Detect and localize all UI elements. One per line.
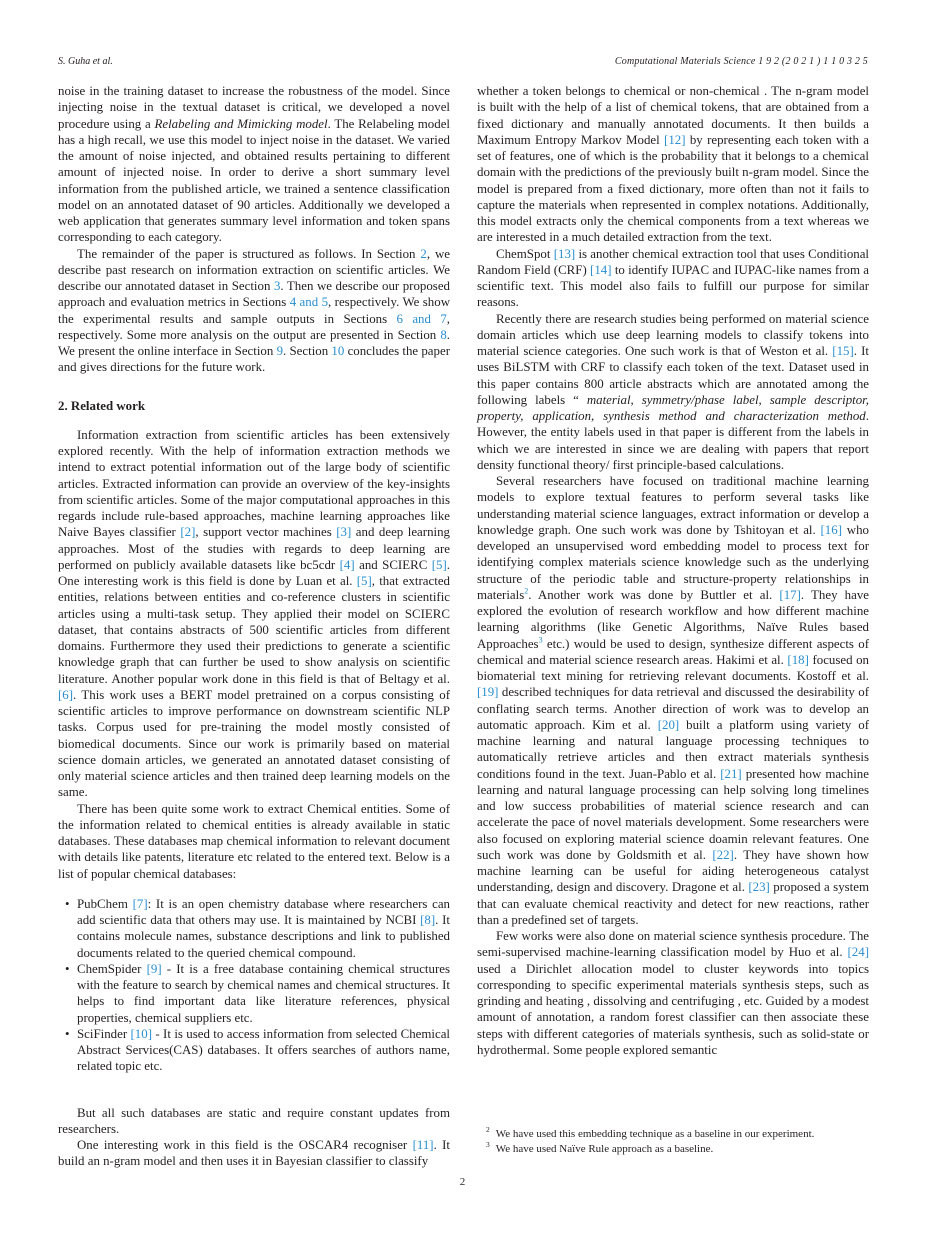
citation-link[interactable]: 9 — [276, 344, 284, 358]
page-number: 2 — [459, 1176, 466, 1188]
citation-link[interactable]: [12] — [664, 132, 686, 147]
text-run: Several researchers have focused on traditional machine learning models to explore textual features to perform several tasks like understanding material science languages, extract information or develop a knowledge graph. One such work was done by Tshitoyan et al. — [477, 474, 869, 537]
footnote-text: We have used this embedding technique as a baseline in our experiment. — [495, 1128, 815, 1140]
text-run: Information extraction from scientific articles has been extensively explored recently. With the help of information extraction methods we intend to extract potential information out of the large body of scientific articles. Extracted information can provide an overview of the key-insights from scientific articles. Some of the major computational approaches in this regards include rule-based approaches, machine learning approaches like Naive Bayes classifier — [58, 427, 450, 540]
text-run: focused on biomaterial text mining for retrieving relevant documents. Kostoff et al. — [477, 652, 869, 683]
text-run: noise in the training dataset to increase the robustness of the model. Since injecting noise in the textual dataset is critical, we developed a novel procedure using a — [58, 84, 450, 131]
paragraph — [58, 1137, 450, 1170]
citation-link[interactable]: [10] — [130, 1026, 152, 1041]
text-run: The remainder of the paper is structured as follows. In Section — [77, 246, 421, 261]
citation-link[interactable]: [16] — [820, 522, 842, 537]
footnote-ref[interactable]: 3 — [538, 635, 543, 645]
list-item — [77, 1026, 450, 1075]
text-run: But all such databases are static and require constant updates from researchers. — [58, 1105, 450, 1136]
citation-link[interactable]: 4 and 5 — [289, 295, 329, 310]
citation-link[interactable]: [21] — [720, 766, 742, 781]
citation-link[interactable]: [24] — [847, 945, 869, 960]
citation-link[interactable]: [11] — [412, 1138, 434, 1152]
footnote-ref[interactable]: 2 — [524, 586, 529, 596]
text-run: . It build an n-gram model and then uses it in Bayesian classifier to classify — [58, 1138, 451, 1169]
citation-link[interactable]: [23] — [748, 880, 770, 895]
text-run: . However, the entity labels used in that paper is different from the labels in which we are interested in since we are dealing with papers that report density functional theory/ first principle-based calculations. — [477, 409, 869, 472]
text-run: . The Relabeling model has a high recall, we use this model to inject noise in the dataset. We varied the amount of noise injected, and obtained results pertaining to different amount of injected noise. In order to derive a short summary level information from the published article, we trained a sentence classification model on an annotated dataset of 90 articles. Additionally we developed a web application that generates summary level information and token spans corresponding to each category. — [58, 116, 451, 245]
footnote-mark: 2 — [486, 1125, 490, 1135]
citation-link[interactable]: [5] — [356, 574, 372, 588]
text-run: and SCIERC — [354, 557, 432, 572]
italic-text: material, symmetry/phase label, sample descriptor, property, application, synthesis method and characterization method — [477, 392, 869, 423]
citation-link[interactable]: 10 — [331, 344, 345, 358]
right-column — [477, 83, 869, 1058]
text-run: ChemSpot — [496, 246, 554, 261]
text-run: One interesting work in this field is the OSCAR4 recogniser — [77, 1138, 413, 1152]
paragraph — [477, 311, 869, 474]
footnote-mark: 3 — [486, 1140, 490, 1150]
text-run: , respectively. We show the experimental results and sample outputs in Sections — [58, 295, 451, 326]
citation-link[interactable]: [14] — [590, 262, 612, 277]
text-run: presented how machine learning and natural language processing can help solving long timelines and low success probabilities of material science research and can accelerate the pace of novel materials development. Some researchers were also focused on exploring material science doamin relevant features. One such work was done by Goldsmith et al. — [477, 766, 869, 862]
text-run: used a Dirichlet allocation model to cluster keywords into topics corresponding to specific experimental materials synthesis steps, such as grinding and heating , dissolving and centrifuging , etc. Guided by a modest amount of annotation, a random forest classifier can then associate these steps with different categories of materials synthesis, such as solid-state or hydrothermal. Some people explored semantic — [477, 961, 870, 1057]
paragraph — [58, 246, 450, 376]
text-run: - It is a free database containing chemical structures with the feature to search by chemical names and chemical structures. It helps to find important data like literature references, physical properties, chemical suppliers etc. — [77, 961, 450, 1025]
citation-link[interactable]: [4] — [339, 557, 355, 572]
citation-link[interactable]: [13] — [553, 246, 576, 261]
text-run: , that extracted entities, relations between entities and co-reference clusters in scientific articles using a multi-task setup. They applied their model on SCIERC dataset, that contains abstracts of 500 scientific articles from different domains. Furthermore they used their predictions to generate a scientific knowledge graph that can further be used to show analysis on scientific literature. Another popular work done in this field is that of Beltagy et al. — [58, 574, 450, 686]
citation-link[interactable]: [18] — [787, 652, 809, 667]
database-list — [58, 896, 450, 1075]
text-run: etc.) would be used to design, synthesize different aspects of chemical and material science research areas. Hakimi et al. — [477, 636, 869, 667]
text-run: SciFinder — [77, 1026, 131, 1041]
citation-link[interactable]: [9] — [146, 961, 162, 976]
citation-link[interactable]: [5] — [431, 557, 447, 572]
text-run: is another chemical extraction tool that uses Conditional Random Field (CRF) — [477, 246, 870, 277]
text-run: described techniques for data retrieval and discussed the desirability of conflating search terms. Another direction of work was to develop an automatic approach. Kim et al. — [477, 685, 869, 732]
text-run: . Another work was done by Buttler et al. — [528, 587, 780, 602]
citation-link[interactable]: [3] — [336, 525, 352, 540]
text-run: whether a token belongs to chemical or non-chemical . The n-gram model is built with the help of a list of chemical tokens, that are obtained from a fixed dictionary and manually annotated documents. It then builds a Maximum Entropy Markov Model — [477, 84, 869, 147]
text-run: There has been quite some work to extract Chemical entities. Some of the information related to chemical entities is already available in static databases. These databases map chemical information to relevant document with details like patents, literature etc related to the entered text. Below is a list of popular chemical databases: — [58, 801, 450, 881]
running-header-journal: Computational Materials Science 1 9 2 (2 0 2 1 ) 1 1 0 3 2 5 — [614, 56, 868, 67]
citation-link[interactable]: 6 and 7 — [396, 311, 447, 326]
footnote — [477, 1127, 869, 1142]
paragraph — [477, 83, 869, 246]
citation-link[interactable]: [17] — [779, 587, 801, 602]
paragraph — [477, 928, 869, 1058]
citation-link[interactable]: [19] — [477, 685, 499, 700]
citation-link[interactable]: [15] — [832, 344, 854, 358]
text-run: . One interesting work is this field is done by Luan et al. — [58, 557, 450, 588]
citation-link[interactable]: 3 — [273, 279, 281, 293]
text-run: Few works were also done on material science synthesis procedure. The semi-supervised machine-learning classification model by Huo et al. — [477, 929, 869, 960]
paragraph — [477, 473, 869, 928]
text-run: , we describe past research on information extraction on scientific articles. We describe our annotated dataset in Section — [58, 246, 451, 293]
section-heading: 2. Related work — [58, 398, 145, 413]
text-run: , support vector machines — [195, 525, 337, 540]
footnote-text: We have used Naïve Rule approach as a baseline. — [495, 1143, 714, 1155]
text-run: . Section — [283, 344, 332, 358]
text-run: proposed a system that can evaluate chemical reactivity and detect for new reactions, rather than a predefined set of targets. — [477, 880, 869, 927]
list-item — [77, 961, 450, 1026]
text-run: concludes the paper and gives directions for the future work. — [58, 344, 450, 375]
text-run: . This work uses a BERT model pretrained on a corpus consisting of scientific articles to improve performance on downstream scientific NLP tasks. Corpus used for pre-training the model mostly consisted of biomedical documents. Since our work is primarily based on material science domain articles, we generated an annotated dataset consisting of only material science articles and then trained deep learning models on the same. — [58, 687, 450, 800]
citation-link[interactable]: [7] — [132, 896, 148, 911]
paragraph — [58, 83, 450, 246]
text-run: . Then we describe our proposed approach and evaluation metrics in Sections — [58, 279, 450, 310]
text-run: PubChem — [77, 896, 133, 911]
citation-link[interactable]: [2] — [180, 525, 196, 540]
paragraph — [58, 801, 450, 882]
citation-link[interactable]: 8 — [440, 327, 447, 342]
citation-link[interactable]: [6] — [58, 687, 74, 702]
text-run: Recently there are research studies being performed on material science domain articles which use deep learning models to classify tokens into material science categories. One such work is that of Weston et al. — [477, 311, 869, 358]
citation-link[interactable]: 2 — [420, 246, 427, 261]
text-run: - It is used to access information from selected Chemical Abstract Services(CAS) databases. It offers searches of authors name, related topic etc. — [77, 1026, 450, 1074]
italic-text: Relabeling and Mimicking model — [154, 116, 328, 131]
left-column — [58, 83, 450, 1170]
text-run: . They have explored the evolution of research workflow and how different machine learning algorithms (like Genetic Algorithms, Naïve Rules based Approaches — [477, 587, 870, 651]
text-run: ChemSpider — [77, 961, 147, 976]
text-run: and deep learning approaches. Most of the studies with regards to deep learning are performed on publicly available datasets like bc5cdr — [58, 525, 450, 572]
footnotes — [477, 1127, 869, 1157]
running-header-authors: S. Guha et al. — [58, 56, 113, 67]
text-run: who developed an unsupervised word embedding model to process text for identifying complex materials science knowledge such as the underlying structure of the periodic table and structure-property relationships in materials — [477, 522, 869, 602]
text-run: built a platform using variety of machine learning and natural language processing techniques to automatically retrieve articles and then extract materials synthesis conditions found in the text. Juan-Pablo et al. — [477, 717, 869, 781]
text-run: : It is an open chemistry database where researchers can add scientific data that others may use. It is maintained by NCBI — [77, 896, 450, 927]
citation-link[interactable]: [22] — [712, 847, 734, 862]
footnote — [477, 1142, 869, 1157]
citation-link[interactable]: [20] — [657, 717, 680, 732]
text-run: . It uses BiLSTM with CRF to classify each token of the text. Dataset used in this paper contains 800 article abstracts which are annotated among the following labels “ — [477, 344, 869, 407]
paragraph — [477, 246, 869, 311]
text-run: . We present the online interface in Section — [58, 327, 450, 358]
text-run: by representing each token with a set of features, one of which is the probability that it belongs to a chemical domain with the predictions of the previously built n-gram model. Since the model is prepared from a fixed dictionary, more often than not it fails to capture the materials when represented in complex notations. Additionally, this model extracts only the chemical components from a text whereas we are interested in a much detailed extraction from the text. — [477, 132, 869, 245]
citation-link[interactable]: [8] — [420, 913, 436, 927]
text-run: . It contains molecule names, substance descriptions and link to published documents related to the queried chemical compound. — [77, 913, 450, 960]
list-item — [77, 896, 450, 961]
text-run: . They have shown how machine learning can be useful for aiding heterogeneous catalyst understanding, design and discovery. Dragone et al. — [477, 847, 869, 895]
text-run: , respectively. Some more analysis on the output are presented in Section — [58, 311, 451, 342]
paragraph — [58, 427, 450, 801]
text-run: to identify IUPAC and IUPAC-like names from a scientific text. This model also fails to fulfill our purpose for similar reasons. — [477, 262, 869, 310]
paragraph — [58, 1105, 450, 1138]
